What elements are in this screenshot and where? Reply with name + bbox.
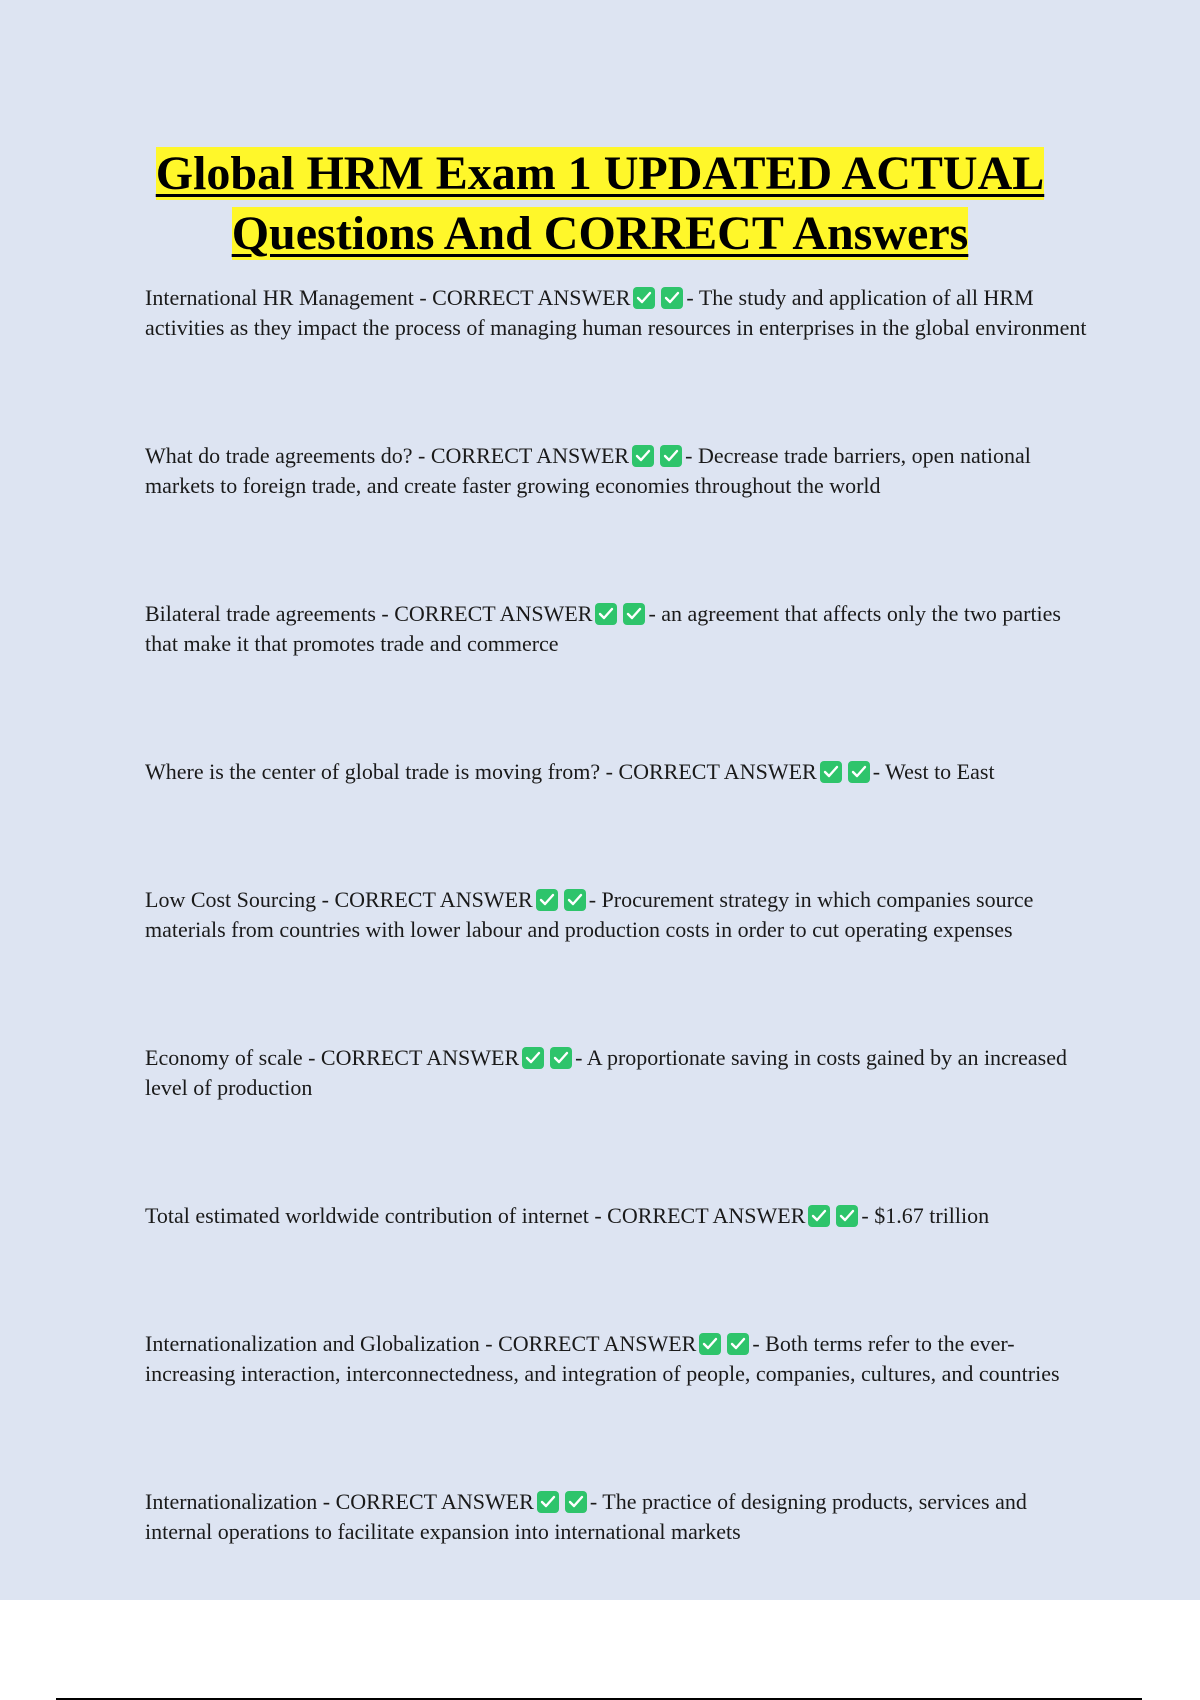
item-spacer: [145, 787, 1095, 885]
answer-text: The study and application of all HRM activities as they impact the process of managing human resources in enterprises in the global environment: [145, 285, 1087, 340]
answer-dash: -: [588, 887, 602, 912]
qa-item: [145, 599, 1095, 659]
question-text: Internationalization and Globalization: [145, 1331, 480, 1356]
check-box-icon: [808, 1205, 830, 1227]
question-text: Where is the center of global trade is moving from?: [145, 759, 601, 784]
check-box-icon: [836, 1205, 858, 1227]
answer-dash: -: [589, 1489, 603, 1514]
answer-dash: -: [648, 601, 662, 626]
check-box-icon: [820, 761, 842, 783]
qa-item: [145, 1043, 1095, 1103]
question-text: Bilateral trade agreements: [145, 601, 376, 626]
answer-dash: -: [575, 1045, 587, 1070]
question-text: Low Cost Sourcing: [145, 887, 317, 912]
correct-answer-label: - CORRECT ANSWER: [588, 1203, 806, 1228]
correct-answer-label: - CORRECT ANSWER: [479, 1331, 697, 1356]
item-spacer: [145, 945, 1095, 1043]
title-line-2: Questions And CORRECT Answers: [231, 207, 969, 260]
qa-item: [145, 441, 1095, 501]
check-box-icon: [550, 1047, 572, 1069]
check-box-icon: [699, 1333, 721, 1355]
correct-answer-label: - CORRECT ANSWER: [413, 285, 631, 310]
qa-item: [145, 283, 1095, 343]
answer-dash: -: [861, 1203, 875, 1228]
item-spacer: [145, 343, 1095, 441]
answer-dash: -: [686, 285, 699, 310]
qa-list: [145, 283, 1095, 1547]
item-spacer: [145, 1389, 1095, 1487]
correct-answer-label: - CORRECT ANSWER: [302, 1045, 520, 1070]
check-box-icon: [727, 1333, 749, 1355]
correct-answer-label: - CORRECT ANSWER: [317, 1489, 534, 1514]
qa-item: [145, 885, 1095, 945]
check-box-icon: [623, 603, 645, 625]
answer-text: A proportionate saving in costs gained by an increased level of production: [145, 1045, 1068, 1100]
check-box-icon: [661, 287, 683, 309]
answer-text: an agreement that affects only the two parties that make it that promotes trade and commerce: [145, 601, 1061, 656]
correct-answer-label: - CORRECT ANSWER: [600, 759, 817, 784]
answer-dash: -: [685, 443, 698, 468]
item-spacer: [145, 1103, 1095, 1201]
answer-text: Procurement strategy in which companies source materials from countries with lower labour and production costs in order to cut operating expenses: [145, 887, 1034, 942]
check-box-icon: [595, 603, 617, 625]
answer-text: Both terms refer to the ever-increasing interaction, interconnectedness, and integration of people, companies, cultures, and countries: [145, 1331, 1060, 1386]
qa-item: [145, 757, 1095, 787]
item-spacer: [145, 659, 1095, 757]
question-text: Total estimated worldwide contribution of internet: [145, 1203, 589, 1228]
check-box-icon: [660, 445, 682, 467]
answer-text: Decrease trade barriers, open national markets to foreign trade, and create faster growing economies throughout the world: [145, 443, 1031, 498]
item-spacer: [145, 1231, 1095, 1329]
check-box-icon: [848, 761, 870, 783]
check-box-icon: [536, 889, 558, 911]
item-spacer: [145, 501, 1095, 599]
answer-text: West to East: [885, 759, 995, 784]
correct-answer-label: - CORRECT ANSWER: [375, 601, 593, 626]
check-box-icon: [633, 287, 655, 309]
check-box-icon: [522, 1047, 544, 1069]
answer-text: The practice of designing products, services and internal operations to facilitate expansion into international markets: [145, 1489, 1027, 1544]
answer-dash: -: [872, 759, 886, 784]
question-text: Internationalization: [145, 1489, 318, 1514]
answer-dash: -: [752, 1331, 766, 1356]
check-box-icon: [632, 445, 654, 467]
qa-item: [145, 1487, 1095, 1547]
title-line-1: Global HRM Exam 1 UPDATED ACTUAL: [155, 147, 1045, 200]
qa-item: [145, 1201, 1095, 1231]
check-box-icon: [565, 1491, 587, 1513]
qa-item: [145, 1329, 1095, 1389]
question-text: Economy of scale: [145, 1045, 303, 1070]
check-box-icon: [537, 1491, 559, 1513]
correct-answer-label: - CORRECT ANSWER: [316, 887, 533, 912]
page-title: [0, 144, 1200, 264]
question-text: International HR Management: [145, 285, 414, 310]
question-text: What do trade agreements do?: [145, 443, 413, 468]
answer-text: $1.67 trillion: [874, 1203, 990, 1228]
correct-answer-label: - CORRECT ANSWER: [412, 443, 630, 468]
check-box-icon: [564, 889, 586, 911]
